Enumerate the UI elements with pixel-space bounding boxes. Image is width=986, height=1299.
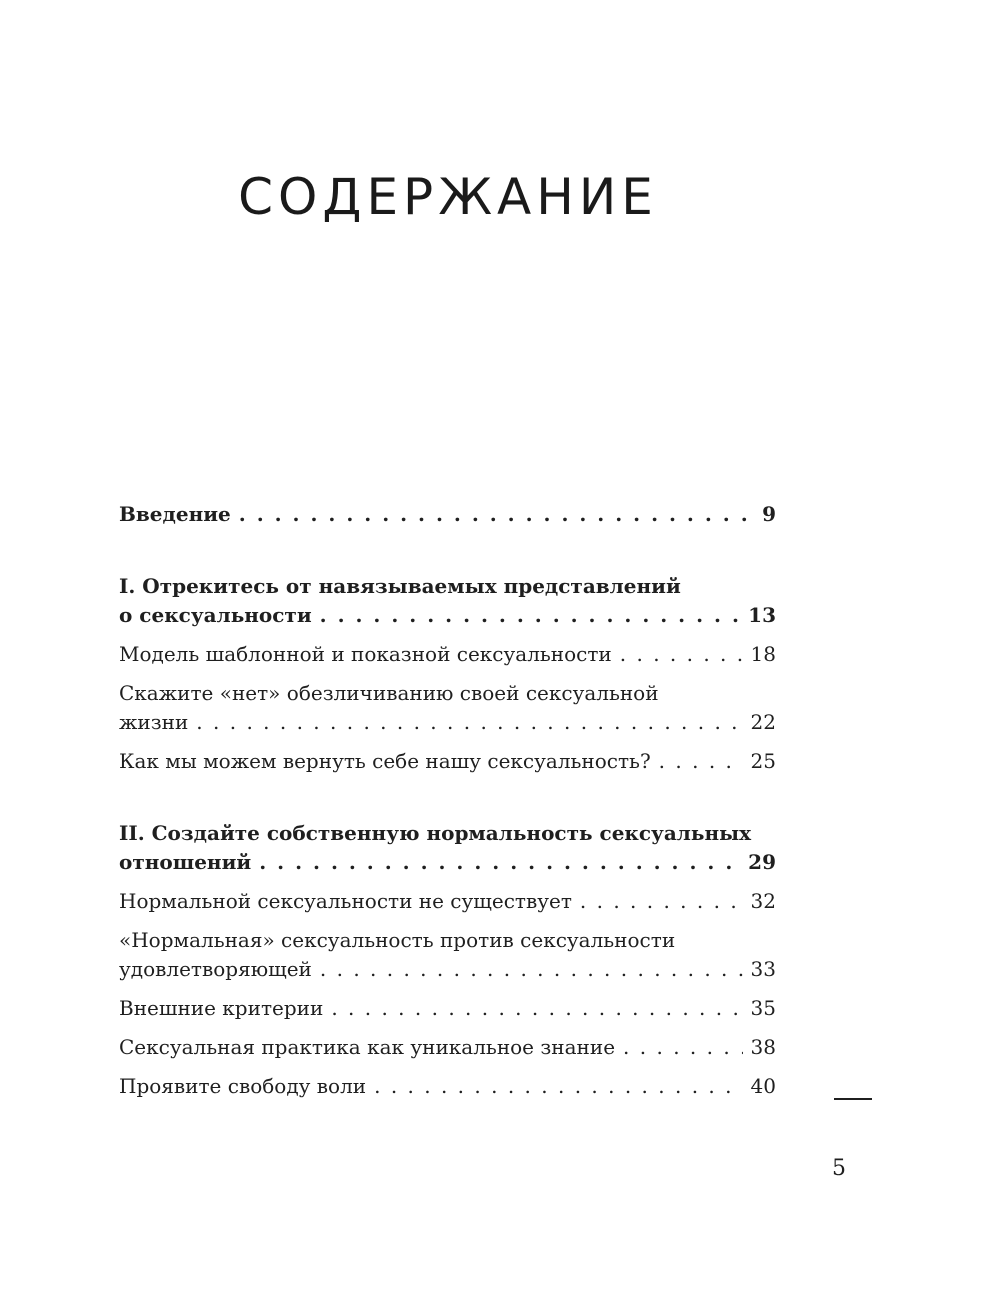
toc-page-number: 33 (750, 957, 776, 981)
toc-page-number: 32 (750, 889, 776, 913)
toc-page-number: 35 (750, 996, 776, 1020)
toc-page-number: 29 (748, 850, 776, 874)
toc-item-label: Модель шаблонной и показной сексуальности (119, 642, 612, 666)
dot-leader (623, 1033, 743, 1062)
dot-leader (620, 640, 743, 669)
toc-page-number: 18 (750, 642, 776, 666)
toc-item (119, 640, 776, 669)
toc-chapter-title-line1: I. Отрекитесь от навязываемых представлений (119, 574, 681, 598)
toc-item-label-line2: удовлетворяющей (119, 957, 312, 981)
toc-chapter-title-line2: о сексуальности (119, 603, 312, 627)
dot-leader (239, 500, 754, 529)
dot-leader (659, 747, 743, 776)
table-of-contents (119, 500, 776, 1101)
toc-page-number: 38 (750, 1035, 776, 1059)
dot-leader (259, 848, 740, 877)
toc-entry-label: Введение (119, 502, 231, 526)
toc-item-label: Проявите свободу воли (119, 1074, 367, 1098)
dot-leader (331, 994, 742, 1023)
toc-item-label-line1: Скажите «нет» обезличиванию своей сексуальной (119, 681, 659, 705)
toc-chapter-title-line1: II. Создайте собственную нормальность сексуальных (119, 821, 752, 845)
toc-item-label-line2: жизни (119, 710, 189, 734)
toc-page-number: 9 (762, 502, 776, 526)
toc-chapter-2 (119, 819, 776, 877)
footer-rule (834, 1098, 872, 1100)
toc-page-number: 22 (750, 710, 776, 734)
toc-chapter-title-line2: отношений (119, 850, 252, 874)
page-title: СОДЕРЖАНИЕ (238, 168, 658, 226)
toc-item-label: Как мы можем вернуть себе нашу сексуальность? (119, 749, 651, 773)
toc-item (119, 1072, 776, 1101)
toc-chapter-1 (119, 572, 776, 630)
toc-page-number: 25 (750, 749, 776, 773)
toc-page-number: 40 (750, 1074, 776, 1098)
toc-page-number: 13 (748, 603, 776, 627)
page-number: 5 (832, 1156, 846, 1181)
toc-item-label: Нормальной сексуальности не существует (119, 889, 572, 913)
dot-leader (320, 955, 743, 984)
toc-item (119, 747, 776, 776)
toc-item (119, 679, 776, 737)
toc-item (119, 887, 776, 916)
toc-item-label: Внешние критерии (119, 996, 324, 1020)
toc-item (119, 926, 776, 984)
dot-leader (374, 1072, 742, 1101)
toc-entry-intro (119, 500, 776, 529)
dot-leader (320, 601, 741, 630)
dot-leader (580, 887, 743, 916)
toc-item-label: Сексуальная практика как уникальное знание (119, 1035, 616, 1059)
dot-leader (196, 708, 742, 737)
toc-item-label-line1: «Нормальная» сексуальность против сексуальности (119, 928, 676, 952)
toc-item (119, 994, 776, 1023)
toc-item (119, 1033, 776, 1062)
